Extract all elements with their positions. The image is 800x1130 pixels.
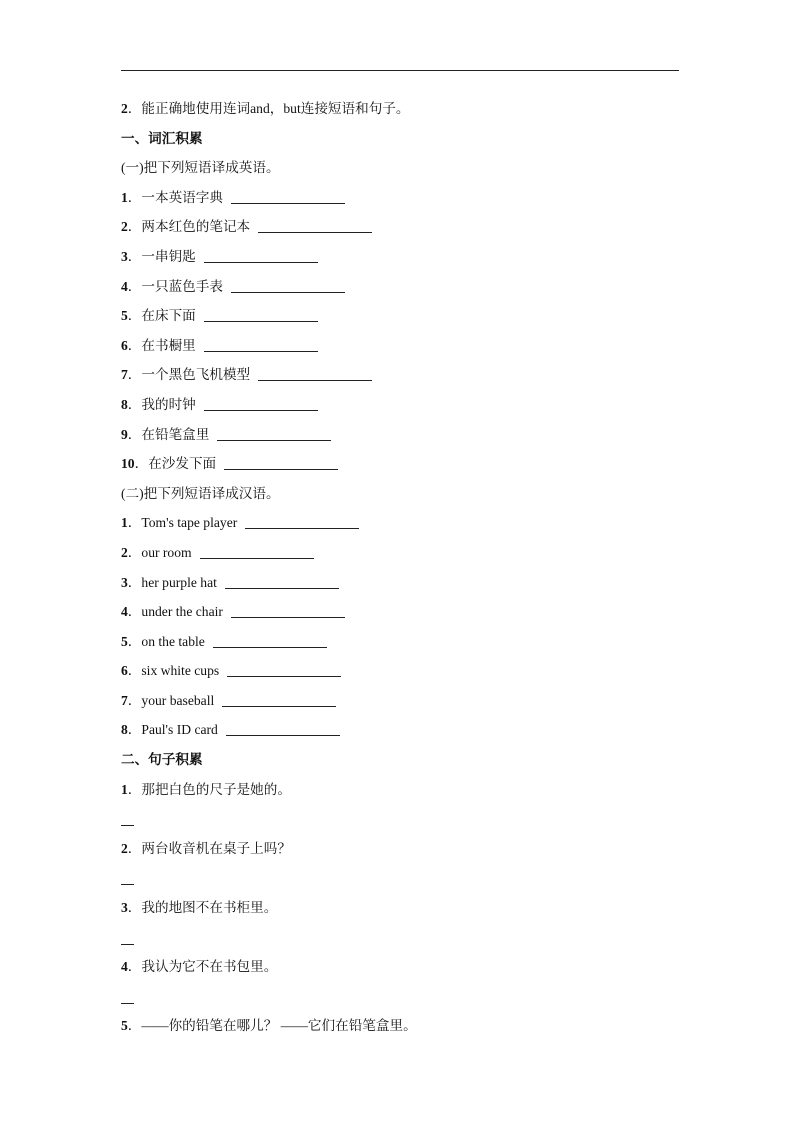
item-number: 9 [121, 426, 128, 442]
document-body [121, 94, 681, 1041]
item-number: 4 [121, 959, 128, 975]
answer-blank[interactable] [222, 691, 336, 707]
header-rule [121, 70, 679, 71]
answer-blank[interactable] [217, 425, 331, 441]
answer-line[interactable] [121, 804, 681, 834]
item-number: 2 [121, 544, 128, 560]
sentence-list [121, 775, 681, 1041]
item-number: 2 [121, 219, 128, 235]
item-number: 7 [121, 367, 128, 383]
item-number: 8 [121, 396, 128, 412]
item-number: 2 [121, 840, 128, 856]
list-item: 1．一本英语字典 [121, 183, 681, 213]
item-text: 一本英语字典 [141, 189, 223, 205]
part2-title: (二)把下列短语译成汉语。 [121, 485, 280, 501]
list-item: 6．在书橱里 [121, 331, 681, 361]
sentence-item: 4．我认为它不在书包里。 [121, 959, 278, 975]
item-text: 一个黑色飞机模型 [141, 367, 251, 383]
answer-blank[interactable] [224, 454, 338, 470]
list-item: 5．on the table [121, 627, 681, 657]
item-number: 3 [121, 574, 128, 590]
item-text: Paul's ID card [141, 722, 218, 738]
item-text: six white cups [141, 663, 220, 679]
sentence-item: 1．那把白色的尺子是她的。 [121, 781, 291, 797]
answer-blank[interactable] [204, 247, 318, 263]
answer-blank[interactable] [231, 188, 345, 204]
answer-line[interactable] [121, 982, 681, 1012]
intro-number: 2 [121, 101, 128, 116]
list-item: 7．your baseball [121, 686, 681, 716]
answer-dash [121, 993, 134, 1004]
answer-blank[interactable] [231, 277, 345, 293]
answer-line[interactable] [121, 863, 681, 893]
item-number: 5 [121, 308, 128, 324]
item-text: 在铅笔盒里 [141, 426, 210, 442]
item-number: 1 [121, 515, 128, 531]
list-item: 8．Paul's ID card [121, 715, 681, 745]
item-number: 6 [121, 337, 128, 353]
item-number: 5 [121, 633, 128, 649]
item-number: 4 [121, 278, 128, 294]
list-item: 4．under the chair [121, 597, 681, 627]
sentence-item: 5．——你的铅笔在哪儿？ ——它们在铅笔盒里。 [121, 1018, 417, 1034]
list-item: 2．our room [121, 538, 681, 568]
list-item: 5．在床下面 [121, 301, 681, 331]
item-number: 8 [121, 722, 128, 738]
item-text: 那把白色的尺子是她的。 [141, 781, 291, 797]
answer-blank[interactable] [258, 365, 372, 381]
item-number: 3 [121, 900, 128, 916]
item-text: 在沙发下面 [148, 456, 217, 472]
item-text: 我的地图不在书柜里。 [141, 900, 278, 916]
item-text: 我的时钟 [141, 396, 196, 412]
item-number: 6 [121, 663, 128, 679]
list-item: 8．我的时钟 [121, 390, 681, 420]
part1-list [121, 183, 681, 479]
answer-blank[interactable] [225, 573, 339, 589]
list-item: 3．her purple hat [121, 568, 681, 598]
list-item: 10．在沙发下面 [121, 449, 681, 479]
section-title-sentences: 二、句子积累 [121, 752, 203, 768]
answer-blank[interactable] [204, 336, 318, 352]
item-text: 一只蓝色手表 [141, 278, 223, 294]
item-text: 在书橱里 [141, 337, 196, 353]
list-item: 7．一个黑色飞机模型 [121, 360, 681, 390]
list-item: 2．两本红色的笔记本 [121, 212, 681, 242]
item-text: Tom's tape player [141, 515, 238, 531]
answer-line[interactable] [121, 923, 681, 953]
item-number: 3 [121, 248, 128, 264]
item-number: 1 [121, 189, 128, 205]
item-number: 7 [121, 692, 128, 708]
answer-dash [121, 874, 134, 885]
intro-line: 2．能正确地使用连词and，but连接短语和句子。 [121, 101, 410, 116]
answer-dash [121, 934, 134, 945]
section-title-vocabulary: 一、词汇积累 [121, 130, 203, 146]
list-item: 1．Tom's tape player [121, 508, 681, 538]
answer-blank[interactable] [258, 217, 372, 233]
item-text: 在床下面 [141, 308, 196, 324]
item-number: 1 [121, 781, 128, 797]
item-text: 一串钥匙 [141, 248, 196, 264]
item-text: 我认为它不在书包里。 [141, 959, 278, 975]
answer-blank[interactable] [231, 602, 345, 618]
list-item: 9．在铅笔盒里 [121, 420, 681, 450]
item-text: our room [141, 544, 192, 560]
item-text: on the table [141, 633, 205, 649]
answer-blank[interactable] [204, 306, 318, 322]
item-text: under the chair [141, 604, 223, 620]
answer-blank[interactable] [213, 632, 327, 648]
sentence-item: 3．我的地图不在书柜里。 [121, 900, 278, 916]
list-item: 4．一只蓝色手表 [121, 272, 681, 302]
sentence-item: 2．两台收音机在桌子上吗？ [121, 840, 291, 856]
answer-blank[interactable] [227, 661, 341, 677]
list-item: 6．six white cups [121, 656, 681, 686]
intro-text: 能正确地使用连词and，but连接短语和句子。 [141, 101, 410, 116]
item-number: 4 [121, 604, 128, 620]
list-item: 3．一串钥匙 [121, 242, 681, 272]
answer-blank[interactable] [200, 543, 314, 559]
item-number: 10 [121, 456, 135, 472]
item-text: your baseball [141, 692, 215, 708]
item-number: 5 [121, 1018, 128, 1034]
part1-title: (一)把下列短语译成英语。 [121, 160, 280, 176]
answer-blank[interactable] [204, 395, 318, 411]
item-text: her purple hat [141, 574, 217, 590]
item-text: 两本红色的笔记本 [141, 219, 251, 235]
answer-dash [121, 815, 134, 826]
item-text: ——你的铅笔在哪儿？ ——它们在铅笔盒里。 [141, 1018, 417, 1034]
answer-blank[interactable] [245, 513, 359, 529]
part2-list [121, 508, 681, 745]
answer-blank[interactable] [226, 720, 340, 736]
item-text: 两台收音机在桌子上吗？ [141, 840, 291, 856]
